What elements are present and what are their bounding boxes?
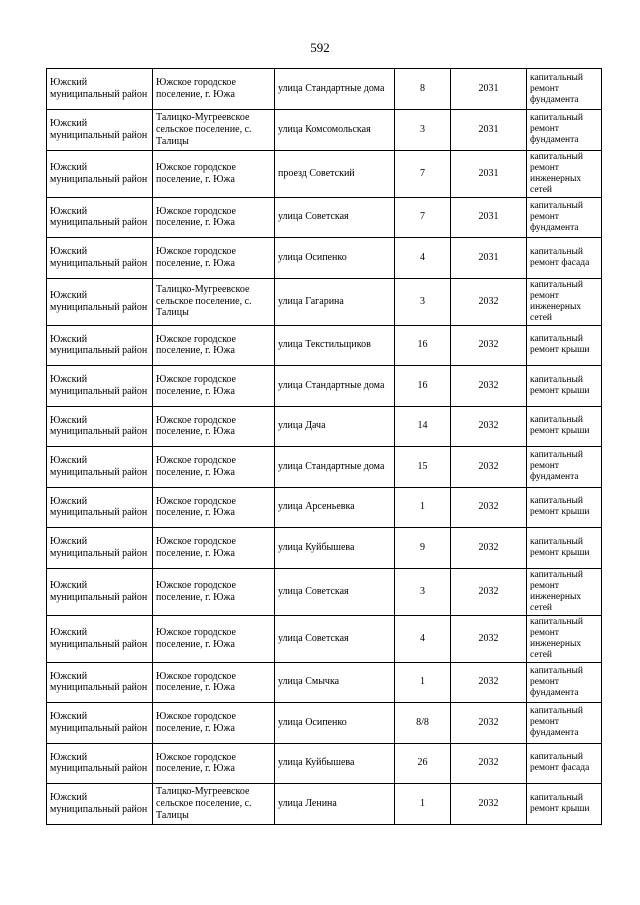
street-cell: улица Арсеньевка [275,487,395,528]
street-cell: улица Куйбышева [275,743,395,784]
house-number-cell: 14 [395,406,451,447]
table-row [47,487,602,528]
year-cell: 2031 [451,150,527,197]
table-row [47,568,602,615]
table-row [47,662,602,703]
work-type-cell: капитальный ремонт фундамента [527,110,602,151]
work-type-cell: капитальный ремонт инженерных сетей [527,615,602,662]
work-type-cell: капитальный ремонт инженерных сетей [527,568,602,615]
year-cell: 2031 [451,197,527,238]
work-type-cell: капитальный ремонт фундамента [527,662,602,703]
street-cell: улица Осипенко [275,238,395,279]
settlement-cell: Южское городское поселение, г. Южа [153,662,275,703]
settlement-cell: Талицко-Мугреевское сельское поселение, с. Талицы [153,110,275,151]
year-cell: 2032 [451,615,527,662]
house-number-cell: 3 [395,568,451,615]
work-type-cell: капитальный ремонт крыши [527,406,602,447]
settlement-cell: Южское городское поселение, г. Южа [153,743,275,784]
work-type-cell: капитальный ремонт инженерных сетей [527,150,602,197]
street-cell: улица Дача [275,406,395,447]
district-cell: Южский муниципальный район [47,238,153,279]
work-type-cell: капитальный ремонт фундамента [527,69,602,110]
year-cell: 2031 [451,69,527,110]
table-row [47,703,602,744]
table-row [47,615,602,662]
house-number-cell: 4 [395,615,451,662]
district-cell: Южский муниципальный район [47,487,153,528]
district-cell: Южский муниципальный район [47,528,153,569]
work-type-cell: капитальный ремонт крыши [527,784,602,825]
street-cell: улица Гагарина [275,278,395,325]
settlement-cell: Южское городское поселение, г. Южа [153,703,275,744]
table-row [47,784,602,825]
repair-schedule-table [46,68,602,825]
settlement-cell: Южское городское поселение, г. Южа [153,406,275,447]
district-cell: Южский муниципальный район [47,662,153,703]
district-cell: Южский муниципальный район [47,406,153,447]
house-number-cell: 9 [395,528,451,569]
house-number-cell: 26 [395,743,451,784]
table-row [47,447,602,488]
table-row [47,528,602,569]
settlement-cell: Талицко-Мугреевское сельское поселение, с. Талицы [153,784,275,825]
table-row [47,278,602,325]
year-cell: 2031 [451,238,527,279]
work-type-cell: капитальный ремонт фундамента [527,197,602,238]
table-row [47,69,602,110]
table-row [47,197,602,238]
settlement-cell: Южское городское поселение, г. Южа [153,528,275,569]
table-row [47,110,602,151]
settlement-cell: Южское городское поселение, г. Южа [153,487,275,528]
page-number: 592 [310,40,330,55]
year-cell: 2032 [451,278,527,325]
settlement-cell: Южское городское поселение, г. Южа [153,568,275,615]
table-body [47,69,602,825]
work-type-cell: капитальный ремонт фасада [527,743,602,784]
house-number-cell: 8/8 [395,703,451,744]
year-cell: 2032 [451,528,527,569]
street-cell: улица Стандартные дома [275,447,395,488]
house-number-cell: 3 [395,110,451,151]
table-row [47,150,602,197]
house-number-cell: 1 [395,784,451,825]
district-cell: Южский муниципальный район [47,615,153,662]
year-cell: 2032 [451,325,527,366]
settlement-cell: Южское городское поселение, г. Южа [153,366,275,407]
settlement-cell: Южское городское поселение, г. Южа [153,238,275,279]
year-cell: 2032 [451,662,527,703]
table-row [47,743,602,784]
year-cell: 2032 [451,366,527,407]
year-cell: 2032 [451,568,527,615]
house-number-cell: 7 [395,197,451,238]
house-number-cell: 15 [395,447,451,488]
settlement-cell: Южское городское поселение, г. Южа [153,150,275,197]
settlement-cell: Южское городское поселение, г. Южа [153,325,275,366]
table-row [47,325,602,366]
street-cell: проезд Советский [275,150,395,197]
table-row [47,238,602,279]
street-cell: улица Осипенко [275,703,395,744]
street-cell: улица Куйбышева [275,528,395,569]
street-cell: улица Советская [275,568,395,615]
district-cell: Южский муниципальный район [47,743,153,784]
district-cell: Южский муниципальный район [47,447,153,488]
year-cell: 2032 [451,743,527,784]
table-row [47,406,602,447]
street-cell: улица Стандартные дома [275,366,395,407]
year-cell: 2032 [451,406,527,447]
work-type-cell: капитальный ремонт инженерных сетей [527,278,602,325]
district-cell: Южский муниципальный район [47,278,153,325]
house-number-cell: 16 [395,366,451,407]
house-number-cell: 3 [395,278,451,325]
work-type-cell: капитальный ремонт крыши [527,325,602,366]
year-cell: 2032 [451,487,527,528]
district-cell: Южский муниципальный район [47,69,153,110]
district-cell: Южский муниципальный район [47,110,153,151]
district-cell: Южский муниципальный район [47,568,153,615]
settlement-cell: Талицко-Мугреевское сельское поселение, с. Талицы [153,278,275,325]
house-number-cell: 4 [395,238,451,279]
table-row [47,366,602,407]
work-type-cell: капитальный ремонт фундамента [527,703,602,744]
settlement-cell: Южское городское поселение, г. Южа [153,447,275,488]
district-cell: Южский муниципальный район [47,366,153,407]
street-cell: улица Советская [275,197,395,238]
work-type-cell: капитальный ремонт крыши [527,528,602,569]
district-cell: Южский муниципальный район [47,197,153,238]
street-cell: улица Стандартные дома [275,69,395,110]
street-cell: улица Ленина [275,784,395,825]
work-type-cell: капитальный ремонт фундамента [527,447,602,488]
settlement-cell: Южское городское поселение, г. Южа [153,69,275,110]
district-cell: Южский муниципальный район [47,150,153,197]
street-cell: улица Текстильщиков [275,325,395,366]
house-number-cell: 1 [395,487,451,528]
year-cell: 2031 [451,110,527,151]
settlement-cell: Южское городское поселение, г. Южа [153,197,275,238]
district-cell: Южский муниципальный район [47,703,153,744]
settlement-cell: Южское городское поселение, г. Южа [153,615,275,662]
street-cell: улица Комсомольская [275,110,395,151]
year-cell: 2032 [451,447,527,488]
work-type-cell: капитальный ремонт крыши [527,366,602,407]
house-number-cell: 7 [395,150,451,197]
year-cell: 2032 [451,784,527,825]
house-number-cell: 8 [395,69,451,110]
house-number-cell: 1 [395,662,451,703]
street-cell: улица Советская [275,615,395,662]
district-cell: Южский муниципальный район [47,325,153,366]
street-cell: улица Смычка [275,662,395,703]
district-cell: Южский муниципальный район [47,784,153,825]
work-type-cell: капитальный ремонт крыши [527,487,602,528]
house-number-cell: 16 [395,325,451,366]
work-type-cell: капитальный ремонт фасада [527,238,602,279]
year-cell: 2032 [451,703,527,744]
